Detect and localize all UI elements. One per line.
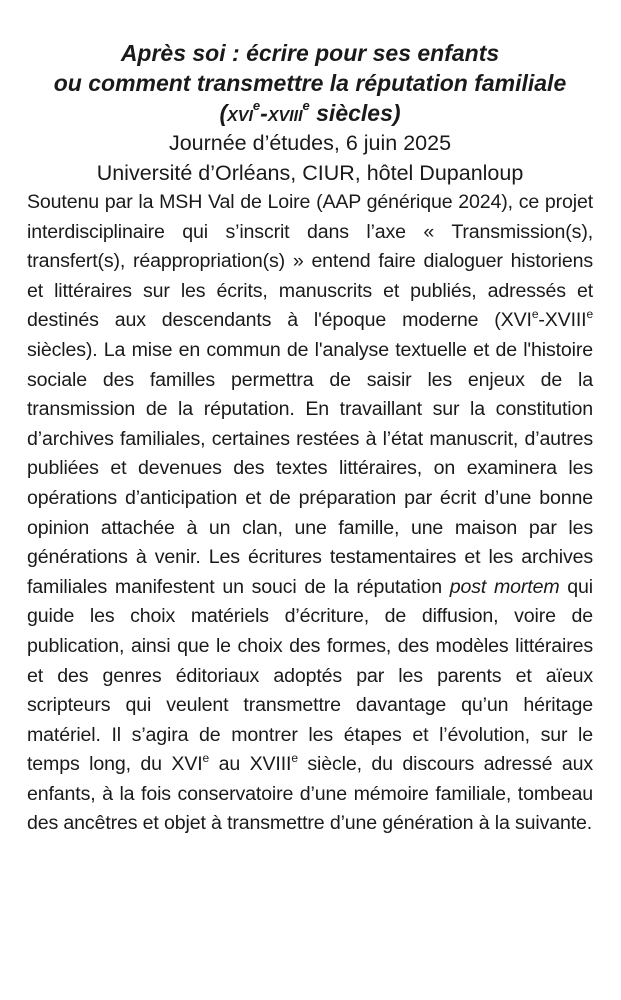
century-start: xvi xyxy=(227,100,253,126)
body-part-2: -XVIII xyxy=(538,309,587,332)
body-sup-4: e xyxy=(291,750,298,765)
century-start-sup: e xyxy=(252,98,261,114)
title-line-2: ou comment transmettre la réputation familiale xyxy=(53,70,567,96)
body-sup-2: e xyxy=(586,306,593,321)
period-dash: - xyxy=(260,100,268,126)
body-part-4: qui guide les choix matériels d’écriture, de diffusion, voire de publication, ainsi que le choix des formes, des modèles littéraires et des genres éditoriaux adoptés par les parents et aïeux scripteurs qui veulent transmettre davantage qu’un héritage matériel. Il s’agira de montrer les étapes et l’évolution, sur le temps long, du XVI xyxy=(27,575,593,776)
body-italic-post-mortem: post mortem xyxy=(449,575,560,598)
event-venue: Université d’Orléans, CIUR, hôtel Dupanloup xyxy=(96,161,524,185)
period-close: siècles) xyxy=(309,100,401,126)
century-end: xviii xyxy=(267,100,303,126)
body-sup-1: e xyxy=(531,306,539,321)
event-date: Journée d’études, 6 juin 2025 xyxy=(168,131,452,155)
body-part-3: siècles). La mise en commun de l'analyse textuelle et de l'histoire sociale des familles permettra de saisir les enjeux de la transmission de la réputation. En travaillant sur la constitution d’archives familiales, certaines restées à l’état manuscrit, d’autres publiées et devenues des textes littéraires, on examinera les opérations d’anticipation et de préparation par écrit d’une bonne opinion attachée à un clan, une famille, une maison par les générations à venir. Les écritures testamentaires et les archives familiales manifestent un souci de la réputation xyxy=(27,338,593,598)
document-heading xyxy=(27,38,593,188)
body-part-1: Soutenu par la MSH Val de Loire (AAP générique 2024), ce projet interdisciplinaire qui s’inscrit dans l’axe « Transmission(s), transfert(s), réappropriation(s) » entend faire dialoguer historiens et littéraires sur les écrits, manuscrits et publiés, adressés et destinés aux descendants à l'époque moderne (XVI xyxy=(27,191,593,332)
title-period-line xyxy=(27,98,593,128)
body-part-6: siècle, du discours adressé aux enfants, à la fois conservatoire d’une mémoire familiale, tombeau des ancêtres et objet à transmettre d’une génération à la suivante. xyxy=(27,753,593,835)
period-open: ( xyxy=(219,100,228,126)
century-end-sup: e xyxy=(302,98,310,114)
body-sup-3: e xyxy=(202,750,210,765)
body-part-5: au XVIII xyxy=(209,753,292,776)
body-paragraph xyxy=(27,188,593,839)
title-line-1: Après soi : écrire pour ses enfants xyxy=(120,40,500,66)
